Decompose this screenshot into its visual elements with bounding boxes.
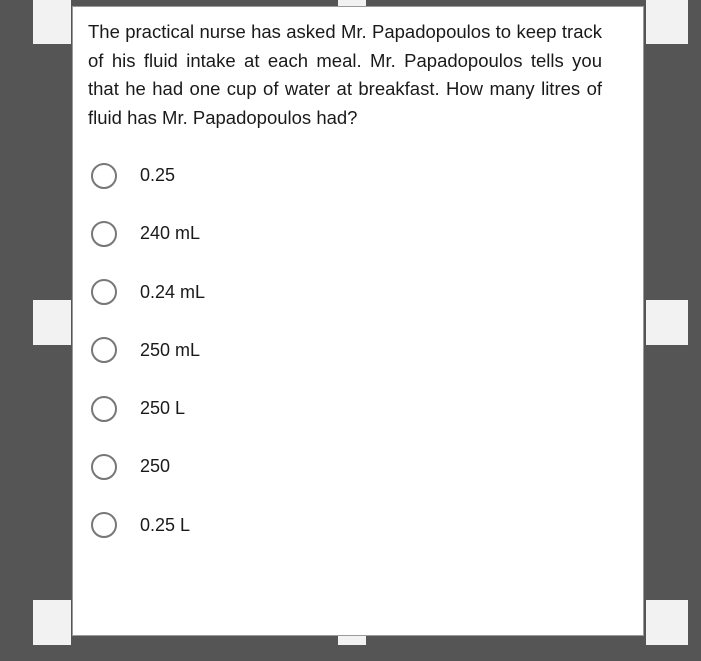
question-text: The practical nurse has asked Mr. Papadopoulos to keep track of his fluid intake at each meal. Mr. Papadopoulos tells you that he had one cup of water at breakfast. How many litres of fluid has Mr. Papadopoulos had? (88, 21, 602, 128)
answer-option[interactable] (91, 161, 205, 190)
answer-option-label: 0.25 (140, 165, 176, 185)
radio-button[interactable] (91, 279, 117, 305)
radio-button[interactable] (91, 337, 117, 363)
answer-option-label: 250 L (140, 398, 186, 419)
answer-option[interactable] (91, 452, 205, 481)
frame-edge-top-right (646, 0, 688, 44)
answer-option-label: 0.24 mL (140, 281, 206, 302)
answer-option[interactable] (91, 336, 205, 365)
answer-option[interactable] (91, 394, 205, 423)
answer-options (91, 161, 205, 569)
frame-edge-bottom-right (646, 600, 688, 645)
answer-option-label: 250 (140, 456, 171, 477)
radio-button[interactable] (91, 512, 117, 538)
frame-edge-bottom-left (33, 600, 71, 645)
answer-option-label: 0.25 L (140, 514, 191, 535)
radio-button[interactable] (91, 454, 117, 480)
frame-edge-bottom-center (338, 636, 366, 645)
frame-edge-top-left (33, 0, 71, 44)
answer-option-label: 240 mL (140, 223, 201, 244)
radio-button[interactable] (91, 163, 117, 189)
answer-option[interactable] (91, 219, 205, 248)
radio-button[interactable] (91, 396, 117, 422)
radio-button[interactable] (91, 221, 117, 247)
answer-option[interactable] (91, 278, 205, 307)
frame-edge-right-middle (646, 300, 688, 345)
frame-edge-left-middle (33, 300, 71, 345)
answer-option[interactable] (91, 511, 205, 540)
answer-option-label: 250 mL (140, 339, 201, 360)
question-panel (72, 6, 644, 636)
